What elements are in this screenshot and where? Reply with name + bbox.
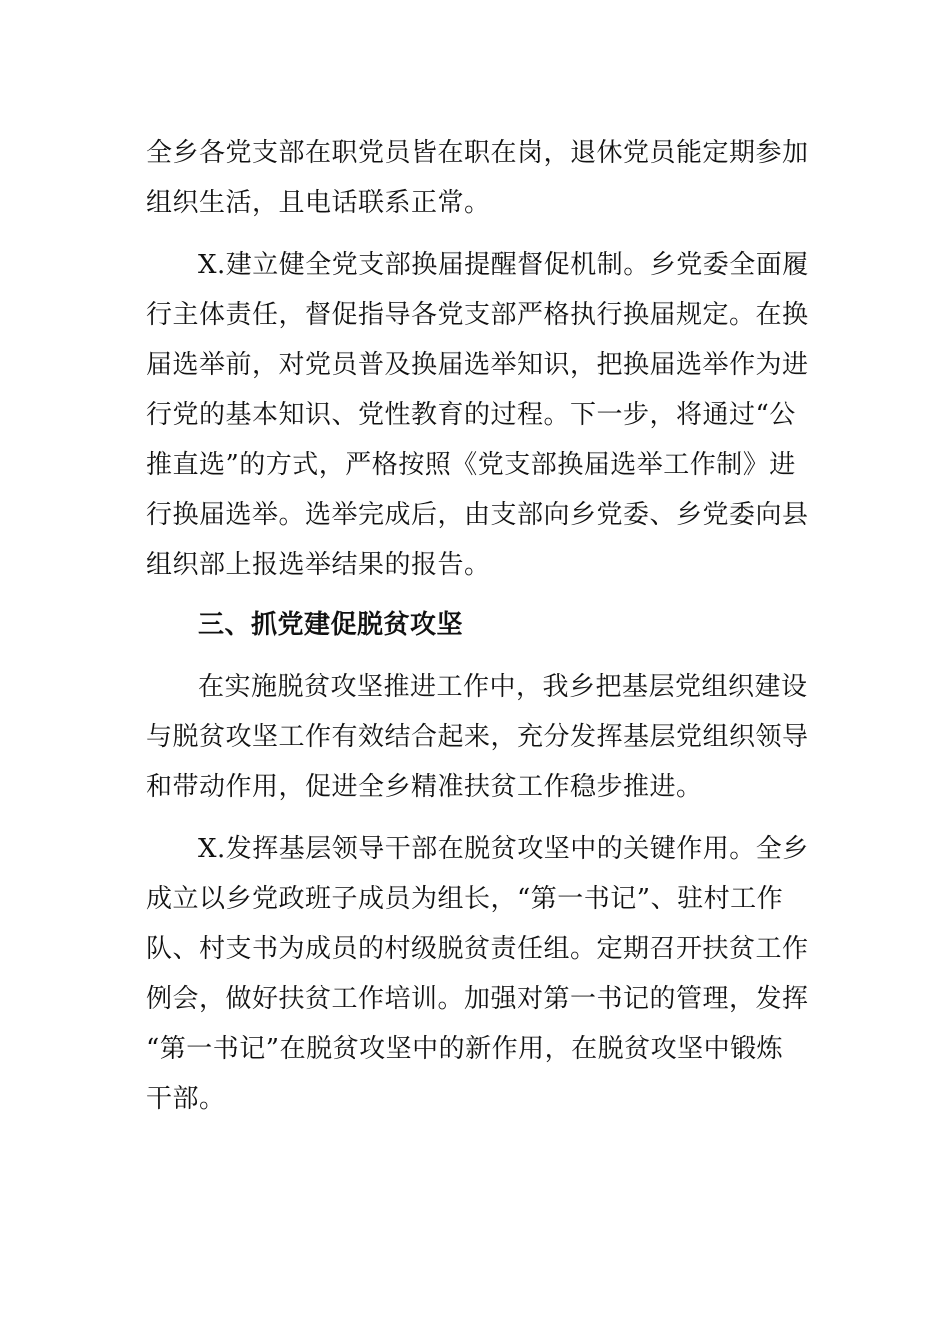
paragraph-line: 全乡各党支部在职党员皆在职在岗，退休党员能定期参加 (146, 138, 809, 168)
section-heading: 三、抓党建促脱贫攻坚 (198, 610, 464, 640)
paragraph-line: 例会，做好扶贫工作培训。加强对第一书记的管理，发挥 (146, 984, 809, 1014)
paragraph-line: 组织部上报选举结果的报告。 (146, 550, 491, 580)
paragraph-line: X.建立健全党支部换届提醒督促机制。乡党委全面履 (198, 250, 809, 280)
paragraph-line: 行党的基本知识、党性教育的过程。下一步，将通过“公 (146, 400, 796, 430)
paragraph-line: 和带动作用，促进全乡精准扶贫工作稳步推进。 (146, 772, 703, 802)
paragraph-line: 干部。 (146, 1084, 226, 1114)
paragraph-line: 推直选”的方式，严格按照《党支部换届选举工作制》进 (146, 450, 796, 480)
paragraph-line: 行换届选举。选举完成后，由支部向乡党委、乡党委向县 (146, 500, 809, 530)
paragraph-line: 组织生活，且电话联系正常。 (146, 188, 491, 218)
paragraph-line: 行主体责任，督促指导各党支部严格执行换届规定。在换 (146, 300, 809, 330)
paragraph-line: 与脱贫攻坚工作有效结合起来，充分发挥基层党组织领导 (146, 722, 809, 752)
paragraph-line: 届选举前，对党员普及换届选举知识，把换届选举作为进 (146, 350, 809, 380)
paragraph-line: 成立以乡党政班子成员为组长，“第一书记”、驻村工作 (146, 884, 784, 914)
paragraph-line: X.发挥基层领导干部在脱贫攻坚中的关键作用。全乡 (198, 834, 809, 864)
paragraph-line: 在实施脱贫攻坚推进工作中，我乡把基层党组织建设 (198, 672, 808, 702)
paragraph-line: “第一书记”在脱贫攻坚中的新作用，在脱贫攻坚中锻炼 (146, 1034, 784, 1064)
paragraph-line: 队、村支书为成员的村级脱贫责任组。定期召开扶贫工作 (146, 934, 809, 964)
